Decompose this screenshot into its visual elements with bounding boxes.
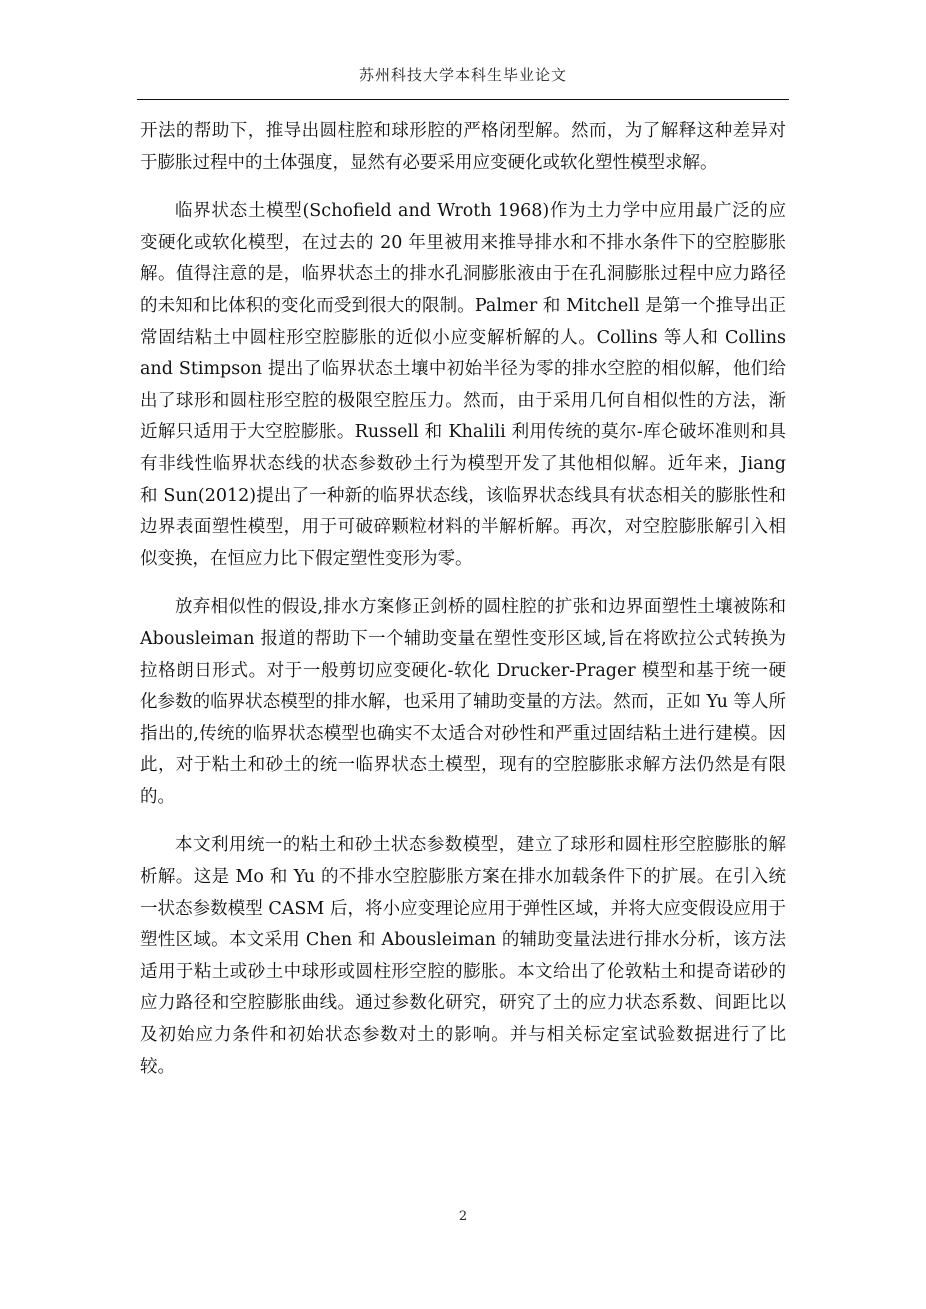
running-header: 苏州科技大学本科生毕业论文 <box>358 66 567 84</box>
paragraph-2: 临界状态土模型(Schofield and Wroth 1968)作为土力学中应用最广泛的应变硬化或软化模型，在过去的 20 年里被用来推导排水和不排水条件下的空腔膨胀解。值得注意的是，临界状态土的排水孔洞膨胀液由于在孔洞膨胀过程中应力路径的未知和比体积的变化而受到很大的限制。Palmer 和 Mitchell 是第一个推导出正常固结粘土中圆柱形空腔膨胀的近似小应变解析解的人。Collins 等人和 Collins and Stimpson 提出了临界状态土壤中初始半径为零的排水空腔的相似解，他们给出了球形和圆柱形空腔的极限空腔压力。然而，由于采用几何自相似性的方法，渐近解只适用于大空腔膨胀。Russell 和 Khalili 利用传统的莫尔-库仑破坏准则和具有非线性临界状态线的状态参数砂土行为模型开发了其他相似解。近年来，Jiang 和 Sun(2012)提出了一种新的临界状态线，该临界状态线具有状态相关的膨胀性和边界表面塑性模型，用于可破碎颗粒材料的半解析解。再次，对空腔膨胀解引入相似变换，在恒应力比下假定塑性变形为零。 <box>140 201 786 569</box>
paragraph-3: 放弃相似性的假设,排水方案修正剑桥的圆柱腔的扩张和边界面塑性土壤被陈和 Abousleiman 报道的帮助下一个辅助变量在塑性变形区域,旨在将欧拉公式转换为拉格朗日形式。对于一般剪切应变硬化-软化 Drucker-Prager 模型和基于统一硬化参数的临界状态模型的排水解，也采用了辅助变量的方法。然而，正如 Yu 等人所指出的,传统的临界状态模型也确实不太适合对砂性和严重过固结粘土进行建模。因此，对于粘土和砂土的统一临界状态土模型，现有的空腔膨胀求解方法仍然是有限的。 <box>140 597 786 807</box>
paragraph-1: 开法的帮助下，推导出圆柱腔和球形腔的严格闭型解。然而，为了解释这种差异对于膨胀过程中的土体强度，显然有必要采用应变硬化或软化塑性模型求解。 <box>140 121 786 173</box>
header-divider <box>137 99 789 100</box>
paragraph-4: 本文利用统一的粘土和砂土状态参数模型，建立了球形和圆柱形空腔膨胀的解析解。这是 Mo 和 Yu 的不排水空腔膨胀方案在排水加载条件下的扩展。在引入统一状态参数模型 CASM 后，将小应变理论应用于弹性区域，并将大应变假设应用于塑性区域。本文采用 Chen 和 Abousleiman 的辅助变量法进行排水分析，该方法适用于粘土或砂土中球形或圆柱形空腔的膨胀。本文给出了伦敦粘土和提奇诺砂的应力路径和空腔膨胀曲线。通过参数化研究，研究了土的应力状态系数、间距比以及初始应力条件和初始状态参数对土的影响。并与相关标定室试验数据进行了比较。 <box>140 835 786 1077</box>
page-number: 2 <box>458 1209 468 1224</box>
body-text <box>140 116 786 1100</box>
